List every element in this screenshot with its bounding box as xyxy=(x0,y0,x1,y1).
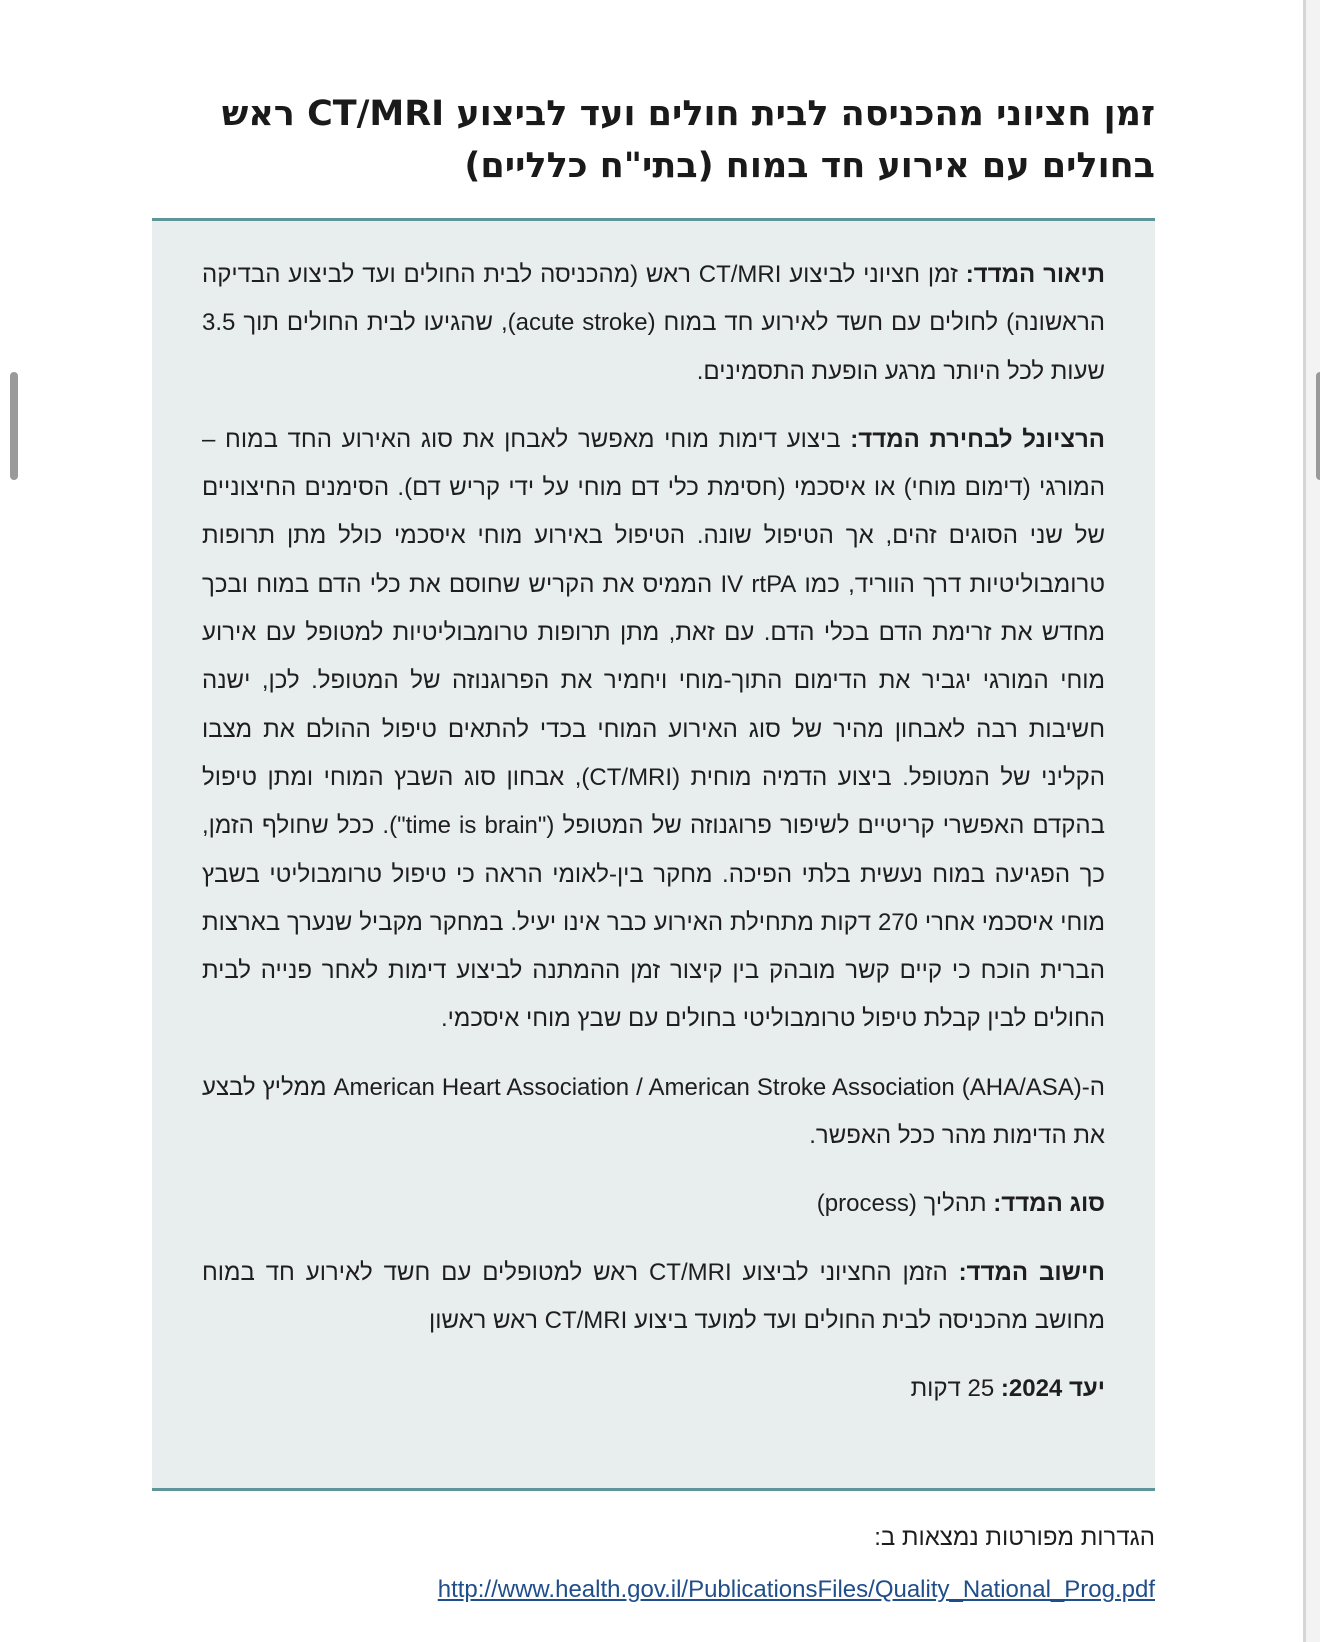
source-link[interactable]: http://www.health.gov.il/PublicationsFiles/Quality_National_Prog.pdf xyxy=(437,1576,1155,1603)
type-text: תהליך (process) xyxy=(816,1190,994,1218)
type-label: סוג המדד: xyxy=(993,1190,1105,1218)
rationale-label: הרציונל לבחירת המדד: xyxy=(850,425,1105,453)
left-scroll-handle[interactable] xyxy=(10,372,18,480)
calculation-text: הזמן החציוני לביצוע CT/MRI ראש למטופלים עם חשד לאירוע חד במוח מחושב מהכניסה לבית החולים ועד למועד ביצוע CT/MRI ראש ראשון xyxy=(202,1258,1105,1334)
calculation-label: חישוב המדד: xyxy=(958,1258,1105,1286)
rationale-paragraph xyxy=(202,416,1105,1044)
rationale-text: ביצוע דימות מוחי מאפשר לאבחן את סוג האירוע החד במוח – המורגי (דימום מוחי) או איסכמי (חסימת כלי דם מוחי על ידי קריש דם). הסימנים החיצוניים של שני הסוגים זהים, אך הטיפול שונה. הטיפול באירוע מוחי איסכמי כולל מתן תרופות טרומבוליטיות דרך הווריד, כמו IV rtPA הממיס את הקריש שחוסם את כלי הדם במוח ובכך מחדש את זרימת הדם בכלי הדם. עם זאת, מתן תרופות טרומבוליטיות למטופל עם אירוע מוחי המורגי יגביר את הדימום התוך-מוחי ויחמיר את הפרוגנוזה של המטופל. לכן, ישנה חשיבות רבה לאבחון מהיר של סוג האירוע המוחי בכדי להתאים טיפול ההולם את מצבו הקליני של המטופל. ביצוע הדמיה מוחית (CT/MRI), אבחון סוג השבץ המוחי ומתן טיפול בהקדם האפשרי קריטיים לשיפור פרוגנוזה של המטופל ("time is brain"). ככל שחולף הזמן, כך הפגיעה במוח נעשית בלתי הפיכה. מחקר בין-לאומי הראה כי טיפול טרומבוליטי בשבץ מוחי איסכמי אחרי 270 דקות מתחילת האירוע כבר אינו יעיל. במחקר מקביל שנערך בארצות הברית הוכח כי קיים קשר מובהק בין קיצור זמן ההמתנה לביצוע דימות לאחר פנייה לבית החולים לבין קבלת טיפול טרומבוליטי בחולים עם שבץ מוחי איסכמי. xyxy=(202,425,1106,1033)
type-paragraph xyxy=(202,1180,1105,1228)
scrollbar-thumb[interactable] xyxy=(1316,372,1320,480)
target-label: יעד 2024: xyxy=(1000,1375,1105,1403)
target-paragraph xyxy=(202,1365,1105,1413)
definitions-note: הגדרות מפורטות נמצאות ב: xyxy=(874,1524,1155,1551)
description-label: תיאור המדד: xyxy=(965,261,1105,288)
description-paragraph xyxy=(202,251,1105,396)
calculation-paragraph xyxy=(202,1249,1105,1346)
description-text: זמן חציוני לביצוע CT/MRI ראש (מהכניסה לבית החולים ועד לביצוע הבדיקה הראשונה) לחולים עם חשד לאירוע חד במוח (acute stroke), שהגיעו לבית החולים תוך 3.5 שעות לכל היותר מרגע הופעת התסמינים. xyxy=(202,261,1106,385)
target-text: 25 דקות xyxy=(910,1375,1001,1403)
indicator-info-box xyxy=(152,218,1155,1491)
page-title: זמן חציוני מהכניסה לבית חולים ועד לביצוע CT/MRI ראש בחולים עם אירוע חד במוח (בתי"ח כלליים) xyxy=(221,94,1155,186)
page-scrollbar[interactable] xyxy=(1303,0,1320,1642)
aha-paragraph: ה-American Heart Association / American Stroke Association (AHA/ASA) ממליץ לבצע את הדימות מהר ככל האפשר. xyxy=(202,1073,1105,1150)
